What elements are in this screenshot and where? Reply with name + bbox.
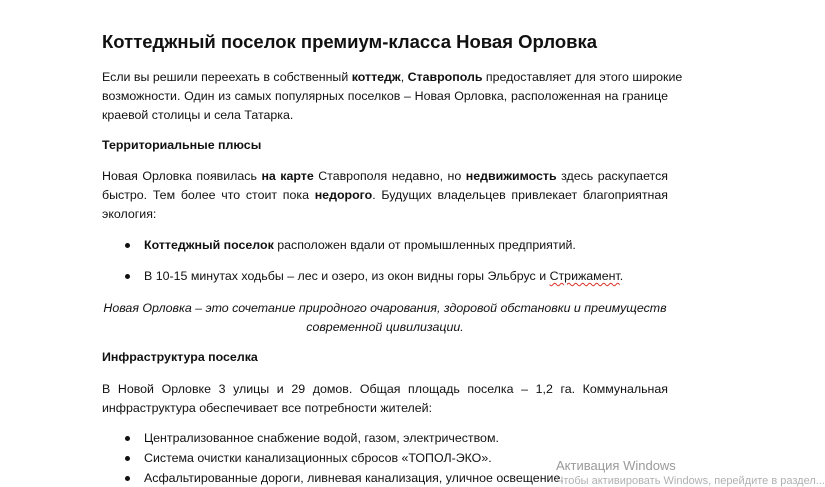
territorial-line-1: Новая Орловка появилась на карте Ставрополя недавно, но недвижимость здесь раскупается — [102, 169, 668, 183]
bullet-dot-icon — [125, 456, 130, 461]
keyword-na-karte: на карте — [261, 169, 314, 183]
bullet-dot-icon — [125, 476, 130, 481]
windows-activation-hint: Чтобы активировать Windows, перейдите в раздел... — [556, 475, 825, 487]
bullet-dot-icon — [125, 274, 130, 279]
spellcheck-flagged-word[interactable]: Стрижамент — [549, 269, 620, 283]
section-heading-territorial: Территориальные плюсы — [102, 138, 262, 152]
italic-quote — [102, 299, 668, 337]
quote-line-2: современной цивилизации. — [306, 320, 464, 334]
bullet-dot-icon — [125, 436, 130, 441]
keyword-nedvizhimost: недвижимость — [465, 169, 557, 183]
keyword-kottedzhny-poselok: Коттеджный поселок — [144, 238, 274, 252]
intro-line-3: краевой столицы и села Татарка. — [102, 108, 294, 122]
bullet-dot-icon — [125, 243, 130, 248]
infrastructure-paragraph — [102, 380, 668, 418]
infrastructure-line-2: инфраструктура обеспечивает все потребности жителей: — [102, 401, 433, 415]
document-title: Коттеджный поселок премиум-класса Новая Орловка — [102, 31, 598, 52]
section-heading-infrastructure: Инфраструктура поселка — [102, 350, 258, 364]
keyword-nedorogo: недорого — [314, 188, 373, 202]
territorial-line-2: быстро. Тем более что стоит пока недорого. Будущих владельцев привлекает благоприятная — [102, 188, 668, 202]
infrastructure-line-1: В Новой Орловке 3 улицы и 29 домов. Общая площадь поселка – 1,2 га. Коммунальная — [102, 382, 668, 396]
intro-paragraph — [102, 68, 683, 125]
territorial-line-3: экология: — [102, 207, 157, 221]
intro-line-1: Если вы решили переехать в собственный коттедж, Ставрополь предоставляет для этого широкие — [102, 70, 683, 84]
windows-activation-watermark: Активация Windows — [556, 458, 676, 473]
keyword-kottedzh: коттедж — [351, 70, 401, 84]
quote-line-1: Новая Орловка – это сочетание природного очарования, здоровой обстановки и преимуществ — [103, 301, 667, 315]
keyword-stavropol: Ставрополь — [407, 70, 483, 84]
territorial-paragraph — [102, 167, 668, 224]
intro-line-2: возможности. Один из самых популярных поселков – Новая Орловка, расположенная на границе — [102, 89, 668, 103]
